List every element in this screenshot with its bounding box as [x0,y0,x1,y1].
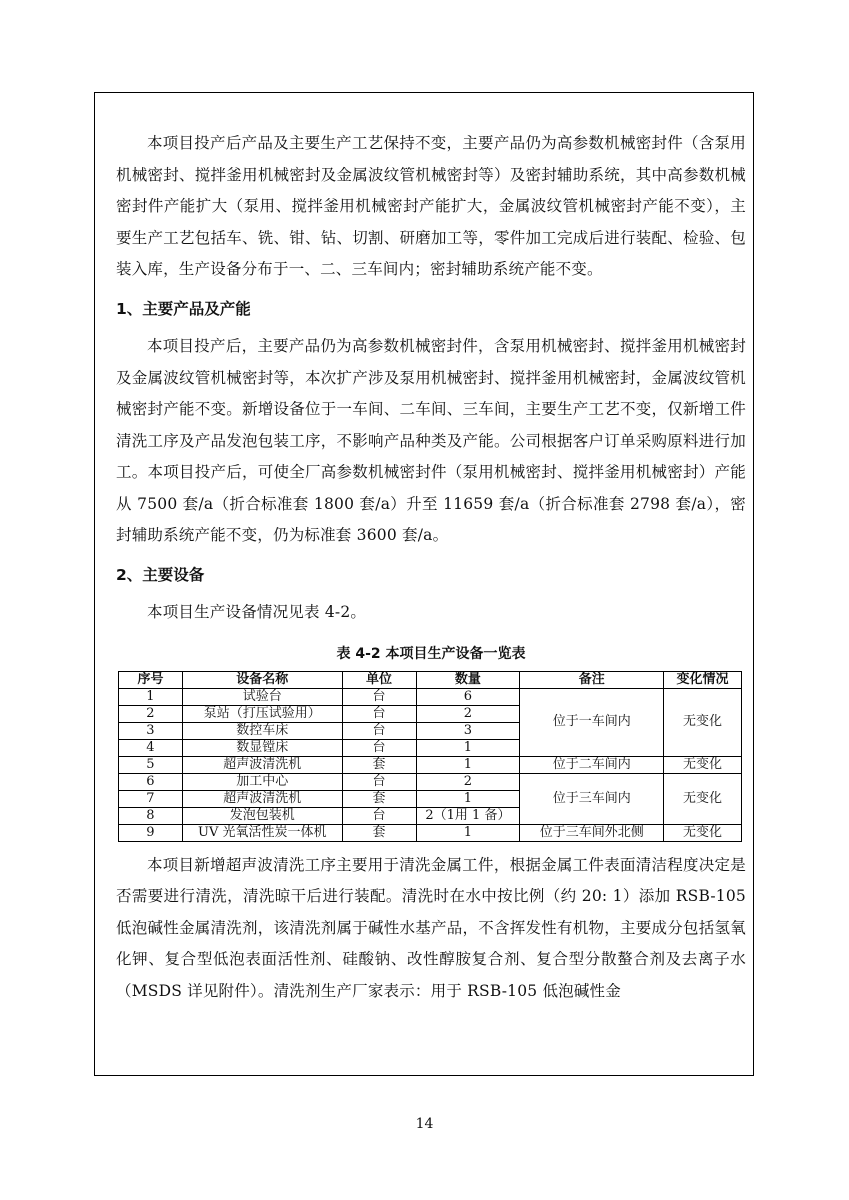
cell-unit: 台 [342,739,416,756]
cell-equipment-name: 泵站（打压试验用） [182,705,342,722]
table-row [119,824,742,841]
cell-index: 5 [119,756,183,773]
cell-quantity: 2 [416,705,520,722]
cell-quantity: 2 [416,773,520,790]
cell-index: 7 [119,790,183,807]
cell-index: 2 [119,705,183,722]
cell-quantity: 3 [416,722,520,739]
cell-index: 6 [119,773,183,790]
header-unit: 单位 [342,671,416,688]
cell-equipment-name: 加工中心 [182,773,342,790]
cell-equipment-name: 数显镗床 [182,739,342,756]
cell-change: 无变化 [664,773,742,824]
cell-equipment-name: 超声波清洗机 [182,790,342,807]
header-note: 备注 [520,671,664,688]
cell-note: 位于二车间内 [520,756,664,773]
table-header-row [119,671,742,688]
header-change: 变化情况 [664,671,742,688]
paragraph-cleaning-process: 本项目新增超声波清洗工序主要用于清洗金属工件，根据金属工件表面清洁程度决定是否需要进行清洗，清洗晾干后进行装配。清洗时在水中按比例（约 20: 1）添加 RSB-105 低泡碱性金属清洗剂，该清洗剂属于碱性水基产品，不含挥发性有机物，主要成分包括氢氧化钾、复合型低泡表面活性剂、硅酸钠、改性醇胺复合剂、复合型分散螯合剂及去离子水（MSDS 详见附件）。清洗剂生产厂家表示：用于 RSB-105 低泡碱性金 [116,855,746,1000]
paragraph-products-process: 本项目投产后产品及主要生产工艺保持不变，主要产品仍为高参数机械密封件（含泵用机械密封、搅拌釜用机械密封及金属波纹管机械密封等）及密封辅助系统，其中高参数机械密封件产能扩大（泵用、搅拌釜用机械密封产能扩大，金属波纹管机械密封产能不变），主要生产工艺包括车、铣、钳、钻、切割、研磨加工等，零件加工完成后进行装配、检验、包装入库，生产设备分布于一、二、三车间内；密封辅助系统产能不变。 [116,134,746,278]
cell-note: 位于三车间内 [520,773,664,824]
header-quantity: 数量 [416,671,520,688]
cell-unit: 台 [342,807,416,824]
equipment-table [118,671,742,842]
cell-index: 9 [119,824,183,841]
section-heading-equipment: 2、主要设备 [116,565,205,584]
paragraph-capacity: 本项目投产后，主要产品仍为高参数机械密封件，含泵用机械密封、搅拌釜用机械密封及金属波纹管机械密封等，本次扩产涉及泵用机械密封、搅拌釜用机械密封，金属波纹管机械密封产能不变。新增设备位于一车间、二车间、三车间，主要生产工艺不变，仅新增工件清洗工序及产品发泡包装工序，不影响产品种类及产能。公司根据客户订单采购原料进行加工。本项目投产后，可使全厂高参数机械密封件（泵用机械密封、搅拌釜用机械密封）产能从 7500 套/a（折合标准套 1800 套/a）升至 11659 套/a（折合标准套 2798 套/a），密封辅助系统产能不变，仍为标准套 3600 套/a。 [116,337,746,544]
cell-unit: 台 [342,722,416,739]
cell-change: 无变化 [664,824,742,841]
cell-equipment-name: 超声波清洗机 [182,756,342,773]
section-heading-products: 1、主要产品及产能 [116,299,251,318]
header-index: 序号 [119,671,183,688]
cell-unit: 套 [342,824,416,841]
cell-index: 8 [119,807,183,824]
paragraph-table-ref: 本项目生产设备情况见表 4-2。 [147,603,367,621]
cell-quantity: 1 [416,824,520,841]
cell-note: 位于一车间内 [520,688,664,756]
page-number: 14 [415,1116,434,1132]
table-caption: 表 4-2 本项目生产设备一览表 [336,645,526,662]
cell-index: 1 [119,688,183,705]
cell-quantity: 2（1用 1 备） [416,807,520,824]
cell-equipment-name: UV 光氧活性炭一体机 [182,824,342,841]
cell-index: 3 [119,722,183,739]
cell-equipment-name: 数控车床 [182,722,342,739]
table-row [119,688,742,705]
cell-note: 位于三车间外北侧 [520,824,664,841]
cell-index: 4 [119,739,183,756]
table-row [119,756,742,773]
cell-equipment-name: 试验台 [182,688,342,705]
cell-unit: 台 [342,705,416,722]
cell-unit: 套 [342,790,416,807]
cell-quantity: 1 [416,790,520,807]
header-equipment-name: 设备名称 [182,671,342,688]
table-row [119,773,742,790]
cell-equipment-name: 发泡包装机 [182,807,342,824]
cell-quantity: 1 [416,756,520,773]
cell-unit: 套 [342,756,416,773]
document-body [116,128,746,1007]
cell-change: 无变化 [664,756,742,773]
cell-quantity: 1 [416,739,520,756]
cell-unit: 台 [342,688,416,705]
cell-unit: 台 [342,773,416,790]
cell-quantity: 6 [416,688,520,705]
cell-change: 无变化 [664,688,742,756]
